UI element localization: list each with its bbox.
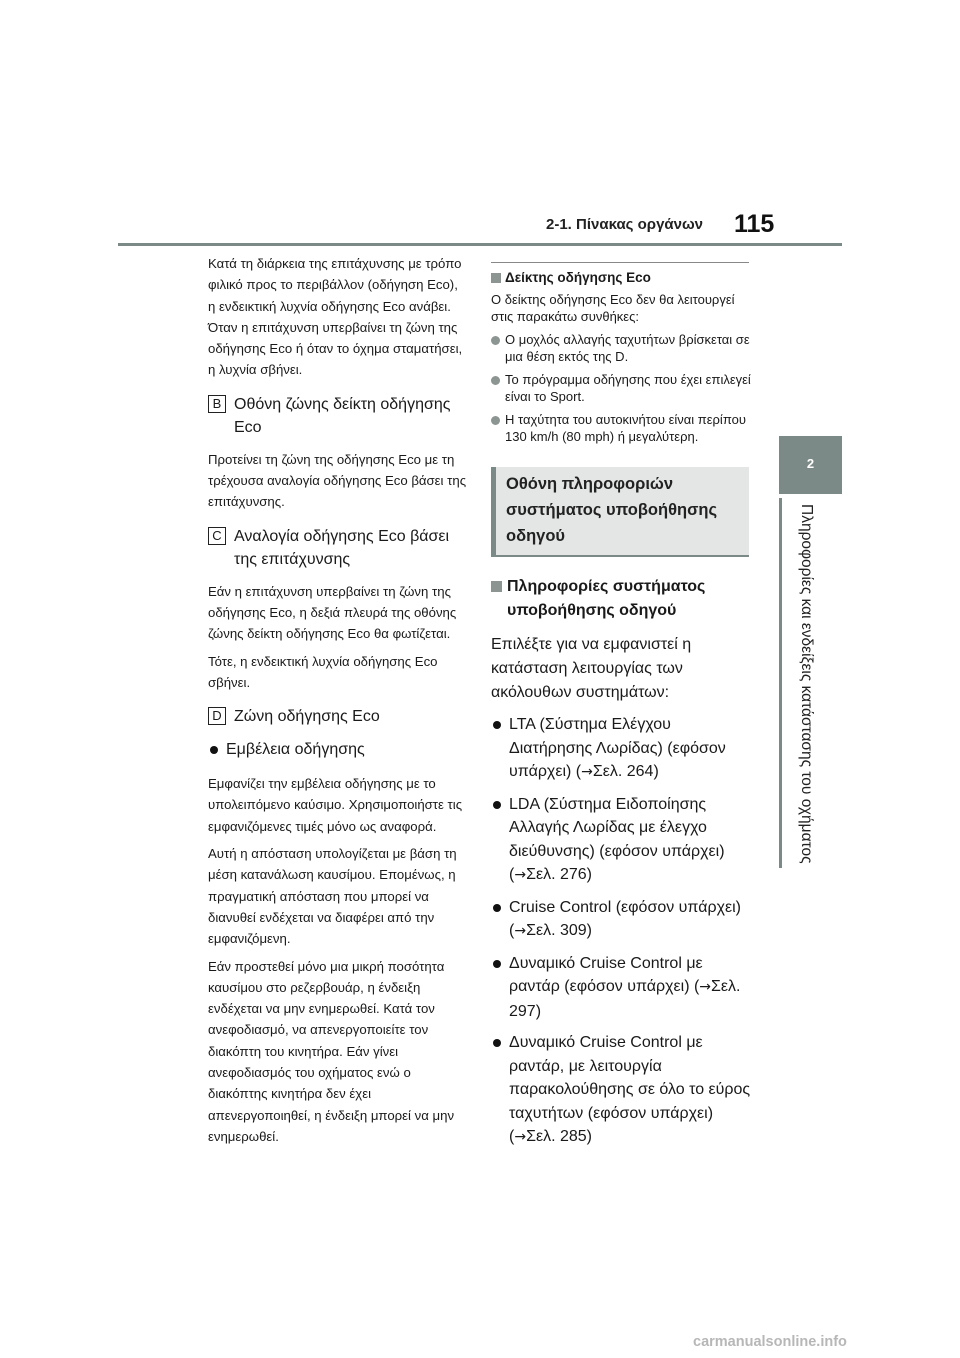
arrow-right-icon: → [699, 979, 712, 995]
section-heading-title: Οθόνη πληροφοριών συστήματος υποβοήθησης οδηγού [506, 475, 718, 545]
eco-indicator-heading [491, 269, 753, 287]
system-list-item [491, 713, 753, 785]
driving-range-text-2: Αυτή η απόσταση υπολογίζεται με βάση τη μέση κατανάλωση καυσίμου. Επομένως, η πραγματική απόσταση που μπορεί να διανυθεί ενδέχεται να διαφέρει από την εμφανιζόμενη. [208, 846, 457, 947]
item-b-title: Οθόνη ζώνης δείκτη οδήγησης Eco [234, 395, 451, 436]
site-watermark[interactable]: carmanualsonline.info [693, 1334, 847, 1350]
driving-range-heading: Εμβέλεια οδήγησης [208, 738, 468, 761]
item-d-heading [208, 705, 468, 728]
arrow-right-icon: → [581, 764, 593, 780]
system-list-item [491, 952, 753, 1024]
system-text: Δυναμικό Cruise Control με ραντάρ, με λειτουργία παρακολούθησης σε όλο το εύρος ταχυτήτων (εφόσον υπάρχει) ( [509, 1034, 751, 1145]
system-list-item [491, 793, 753, 888]
letter-b-marker: B [208, 395, 226, 413]
system-list-item [491, 896, 753, 944]
system-text: Cruise Control (εφόσον υπάρχει) ( [509, 898, 741, 939]
arrow-right-icon: → [514, 1129, 527, 1145]
item-b-text: Προτείνει τη ζώνη της οδήγησης Eco με τη τρέχουσα αναλογία οδήγησης Eco βάσει της επιτάχυνσης. [208, 451, 467, 510]
chapter-tab[interactable] [779, 436, 842, 494]
chapter-title: Πληροφορίες και ενδείξεις κατάστασης του οχήματος [798, 504, 815, 864]
section-title: 2-1. Πίνακας οργάνων [546, 216, 703, 233]
eco-box-rule [491, 262, 749, 263]
driver-assist-info-title: Πληροφορίες συστήματος υποβοήθησης οδηγού [507, 578, 706, 619]
item-c-heading [208, 525, 468, 571]
page-reference-link[interactable]: Σελ. 276) [526, 866, 592, 883]
arrow-right-icon: → [514, 867, 527, 883]
letter-d-marker: D [208, 707, 226, 725]
right-column [491, 262, 753, 1158]
system-text: LDA (Σύστημα Ειδοποίησης Αλλαγής Λωρίδας με έλεγχο διεύθυνσης) (εφόσον υπάρχει) ( [509, 795, 725, 883]
section-heading-box [491, 467, 749, 557]
driver-assist-info-heading [491, 575, 753, 623]
square-marker-icon [491, 273, 501, 283]
eco-indicator-intro: Κατά τη διάρκεια της επιτάχυνσης με τρόπο φιλικό προς το περιβάλλον (οδήγηση Eco), η ενδεικτική λυχνία οδήγησης Eco ανάβει. Όταν η επιτάχυνση υπερβαίνει τη ζώνη της οδήγησης Eco ή όταν το όχημα σταματήσει, η λυχνία σβήνει. [208, 256, 463, 378]
item-c-title: Αναλογία οδήγησης Eco βάσει της επιτάχυνσης [234, 527, 450, 568]
item-b-heading [208, 393, 468, 439]
condition-item: Ο μοχλός αλλαγής ταχυτήτων βρίσκεται σε μια θέση εκτός της D. [491, 332, 753, 365]
page-reference-link[interactable]: Σελ. 264) [592, 763, 659, 780]
driving-range-text-3: Εάν προστεθεί μόνο μια μικρή ποσότητα καυσίμου στο ρεζερβουάρ, η ένδειξη ενδέχεται να μην ενημερωθεί. Κατά τον ανεφοδιασμό, να απενεργοποιείτε τον διακόπτη του κινητήρα. Εάν γίνει ανεφοδιασμός του οχήματος ενώ ο διακόπτης κινητήρα δεν έχει απενεργοποιηθεί, η ένδειξη μπορεί να μην ενημερωθεί. [208, 958, 455, 1144]
page-reference-link[interactable]: Σελ. 309) [526, 922, 592, 939]
system-list-item [491, 1031, 753, 1150]
system-text: LTA (Σύστημα Ελέγχου Διατήρησης Λωρίδας) (εφόσον υπάρχει) ( [509, 716, 726, 780]
chapter-number: 2 [806, 456, 815, 471]
item-c-text-2: Τότε, η ενδεικτική λυχνία οδήγησης Eco σβήνει. [208, 653, 438, 690]
left-column [208, 253, 468, 1153]
square-marker-icon [491, 581, 502, 592]
item-c-text-1: Εάν η επιτάχυνση υπερβαίνει τη ζώνη της οδήγησης Eco, η δεξιά πλευρά της οθόνης ζώνης δείκτη οδήγησης Eco θα φωτίζεται. [208, 583, 457, 642]
driver-assist-info-intro: Επιλέξτε για να εμφανιστεί η κατάσταση λειτουργίας των ακόλουθων συστημάτων: [491, 636, 692, 701]
chapter-divider [779, 498, 782, 868]
page-reference-link[interactable]: Σελ. 285) [526, 1128, 592, 1145]
system-text: Δυναμικό Cruise Control με ραντάρ (εφόσον υπάρχει) ( [509, 954, 703, 995]
condition-item: Το πρόγραμμα οδήγησης που έχει επιλεγεί είναι το Sport. [491, 372, 753, 405]
eco-indicator-conditions-intro: Ο δείκτης οδήγησης Eco δεν θα λειτουργεί στις παρακάτω συνθήκες: [491, 292, 735, 324]
driving-range-text-1: Εμφανίζει την εμβέλεια οδήγησης με το υπολειπόμενο καύσιμο. Χρησιμοποιήστε τις εμφανιζόμενες τιμές μόνο ως αναφορά. [208, 776, 463, 834]
header-divider [118, 243, 842, 246]
page-number: 115 [734, 210, 775, 238]
condition-item: Η ταχύτητα του αυτοκινήτου είναι περίπου 130 km/h (80 mph) ή μεγαλύτερη. [491, 412, 753, 445]
letter-c-marker: C [208, 527, 226, 545]
arrow-right-icon: → [514, 923, 527, 939]
item-d-title: Ζώνη οδήγησης Eco [234, 708, 380, 726]
eco-indicator-title: Δείκτης οδήγησης Eco [505, 270, 651, 285]
page-reference-link[interactable]: Σελ. 297) [509, 978, 741, 1020]
